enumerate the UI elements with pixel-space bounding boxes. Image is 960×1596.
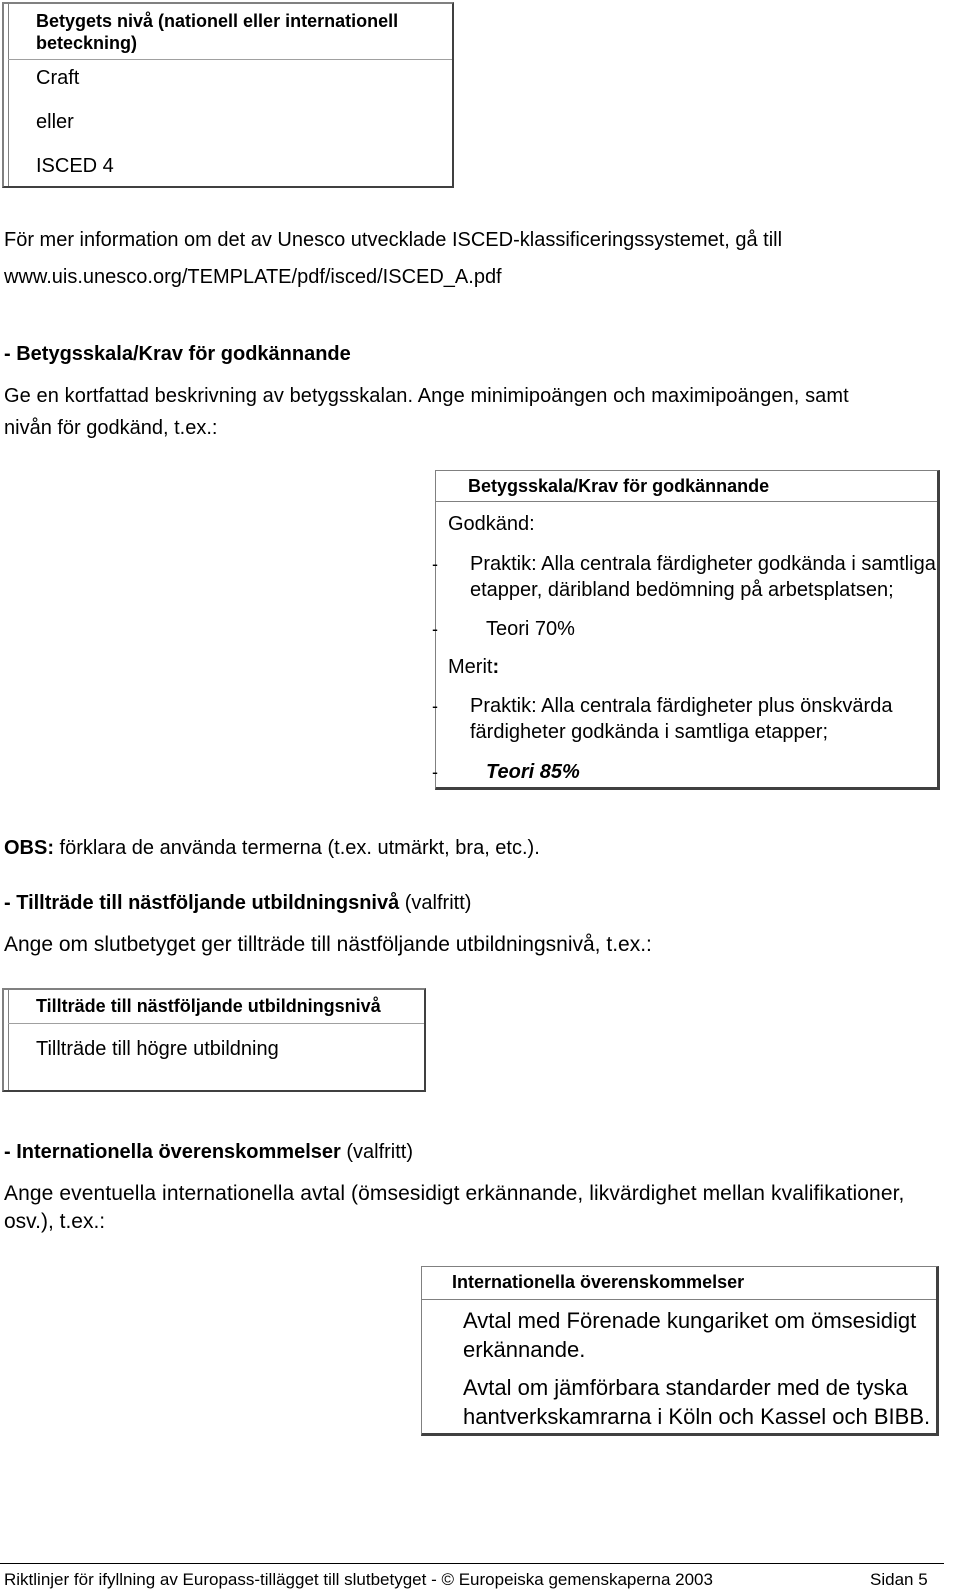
bullet-dash: - [432,619,438,639]
box-separator [436,501,937,502]
grade-level-item: eller [36,111,74,133]
intl-box-header: Internationella överenskommelser [452,1272,745,1292]
bullet-dash: - [432,762,438,782]
grade-level-item: Craft [36,67,80,89]
footer-rule [0,1563,944,1564]
merit-teori: Teori 85% [486,761,580,783]
merit-praktik-line2: färdigheter godkända i samtliga etapper; [470,721,829,743]
grading-scale-box [432,470,940,790]
isced-info-line1: För mer information om det av Unesco utvecklade ISCED-klassificeringssystemet, gå till [4,229,783,251]
godkand-label: Godkänd: [448,513,535,535]
box-separator [8,59,452,60]
grade-level-header: Betygets nivå (nationell eller internationell beteckning) [36,11,399,53]
box-separator [8,1023,424,1024]
access-heading: - Tillträde till nästföljande utbildningsnivå (valfritt) [4,892,472,914]
page-number: Sidan 5 [870,1570,928,1589]
access-description: Ange om slutbetyget ger tillträde till nästföljande utbildningsnivå, t.ex.: [4,933,652,956]
intl-description-line2: osv.), t.ex.: [4,1210,106,1233]
bullet-dash: - [432,554,438,574]
access-box [2,988,426,1092]
grading-description-line2: nivån för godkänd, t.ex.: [4,417,218,439]
intl-agreement-2-line2: hantverkskamrarna i Köln och Kassel och BIBB. [463,1404,931,1429]
godkand-praktik-line2: etapper, däribland bedömning på arbetsplatsen; [470,579,894,601]
intl-agreement-1-line1: Avtal med Förenade kungariket om ömsesidigt [463,1308,917,1333]
grading-heading: - Betygsskala/Krav för godkännande [4,343,351,365]
grade-level-box [2,2,454,188]
grading-scale-header: Betygsskala/Krav för godkännande [468,476,770,496]
footer-text: Riktlinjer för ifyllning av Europass-tillägget till slutbetyget - © Europeiska gemenskaperna 2003 [4,1570,713,1589]
bullet-dash: - [432,696,438,716]
intl-agreement-2-line1: Avtal om jämförbara standarder med de tyska [463,1375,908,1400]
box-separator [422,1299,936,1300]
godkand-praktik-line1: Praktik: Alla centrala färdigheter godkända i samtliga [470,553,936,575]
grade-level-item: ISCED 4 [36,155,114,177]
intl-heading: - Internationella överenskommelser (valfritt) [4,1141,414,1163]
isced-info-url[interactable]: www.uis.unesco.org/TEMPLATE/pdf/isced/ISCED_A.pdf [4,266,502,288]
box-inner-border [8,4,9,186]
access-box-header: Tillträde till nästföljande utbildningsnivå [36,996,381,1016]
merit-label: Merit: [448,656,500,678]
intl-agreements-box [421,1266,939,1436]
obs-note: OBS: förklara de använda termerna (t.ex. utmärkt, bra, etc.). [4,837,540,859]
access-box-item: Tillträde till högre utbildning [36,1038,279,1060]
box-inner-border [8,990,9,1090]
grading-description-line1: Ge en kortfattad beskrivning av betygsskalan. Ange minimipoängen och maximipoängen, samt [4,385,849,407]
intl-description-line1: Ange eventuella internationella avtal (ömsesidigt erkännande, likvärdighet mellan kvalifikationer, [4,1182,905,1205]
merit-praktik-line1: Praktik: Alla centrala färdigheter plus önskvärda [470,695,893,717]
godkand-teori: Teori 70% [486,618,575,640]
intl-agreement-1-line2: erkännande. [463,1337,586,1362]
